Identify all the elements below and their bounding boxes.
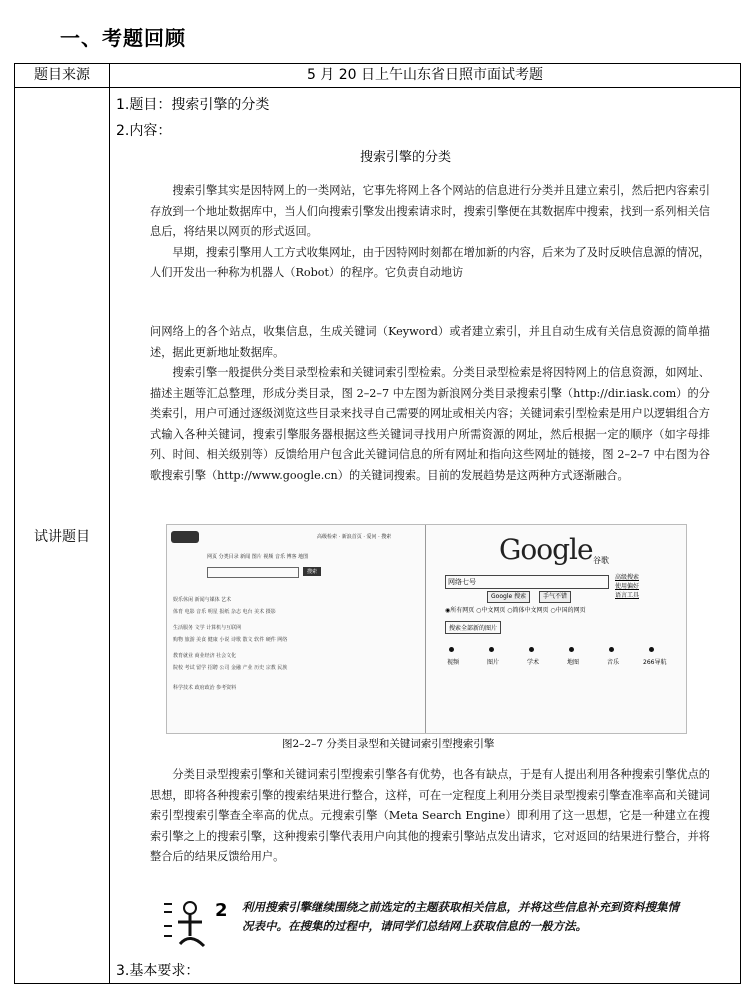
- dot-label: 音乐: [607, 659, 620, 666]
- dot-label: 图片: [487, 659, 500, 666]
- scan-text-3: [150, 765, 710, 868]
- dot-label: 266导航: [643, 659, 667, 666]
- requirements-line: 3.基本要求：: [116, 963, 200, 979]
- dot-label: 视频: [447, 659, 460, 666]
- dir-search-button: 搜索: [303, 567, 321, 576]
- dot-label: 学术: [527, 659, 540, 666]
- source-label: 题目来源: [15, 64, 110, 88]
- section-heading: 一、考题回顾: [60, 26, 186, 50]
- think-icon: [160, 896, 210, 952]
- dot-icon: [649, 647, 654, 652]
- scan-title: 搜索引擎的分类: [360, 150, 452, 165]
- dir-header: 高级检索 · 新浪首页 · 爱问 · 搜索: [317, 534, 392, 540]
- google-search-box: 网络七号: [445, 575, 609, 589]
- paragraph-3: 搜索引擎一般提供分类目录型检索和关键词索引型检索。分类目录型检索是将因特网上的信息资源，如网址、描述主题等汇总整理，形成分类目录，图 2–2–7 中左图为新浪网分类目录搜索引擎（http://dir.iask.com）的分类索引，用户可通过逐级浏览这些目录来找寻自己需要的网址或相关内容；关键词索引型检索是用户以逻辑组合方式输入各种关键词，搜索引擎服务器根据这些关键词寻找用户所需资源的网址，然后根据一定的顺序（如字母排列、时间、相关级别等）反馈给用户包含此关键词信息的所有网址和指向这些网址的链接，图 2–2–7 中右图为谷歌搜索引擎（http://www.google.cn）的关键词搜索。目前的发展趋势是这两种方式逐渐融合。: [150, 366, 710, 482]
- dot-label: 地图: [567, 659, 580, 666]
- scan-text-2: [150, 322, 710, 486]
- exam-table: [14, 63, 741, 984]
- body-label: 试讲题目: [15, 88, 110, 984]
- google-link: 语言工具: [615, 592, 640, 599]
- google-sub: 谷歌: [593, 556, 609, 565]
- google-links: [615, 573, 639, 600]
- dir-section: 教育就业 商业经济 社会文化: [173, 653, 237, 659]
- scan-text-1: [150, 181, 710, 284]
- dir-section: 生活服务 文学 计算机与互联网: [173, 625, 242, 631]
- content-line: 2.内容：: [116, 123, 172, 139]
- content-area: [110, 88, 740, 983]
- paragraph-2b: 问网络上的各个站点，收集信息，生成关键词（Keyword）或者建立索引，并且自动生成有关信息资源的简单描述，据此更新地址数据库。: [150, 325, 710, 359]
- google-search-button: Google 搜索: [487, 591, 530, 603]
- google-screenshot: [427, 525, 685, 733]
- directory-screenshot: [167, 525, 426, 733]
- dir-tabs: 网页 分类目录 新闻 图片 视频 音乐 博客 地图: [207, 554, 309, 560]
- google-banner: 搜索全部新的图片: [445, 621, 501, 634]
- dir-section: 购物 旅游 美食 健康 小说 诗歌 散文 软件 硬件 网络: [173, 637, 288, 643]
- dir-search-input: [207, 567, 299, 578]
- dot-icon: [449, 647, 454, 652]
- paragraph-2: 早期，搜索引擎用人工方式收集网址，由于因特网时刻都在增加新的内容，后来为了及时反映信息源的情况，人们开发出一种称为机器人（Robot）的程序。它负责自动地访: [150, 245, 710, 279]
- source-value: 5 月 20 日上午山东省日照市面试考题: [110, 64, 741, 88]
- body-row: [15, 88, 741, 984]
- think-number: 2: [215, 900, 228, 921]
- dir-section: 体育 电影 音乐 明星 报纸 杂志 电台 美术 摄影: [173, 609, 276, 615]
- sina-logo: [171, 531, 199, 543]
- figure-caption: 图2–2–7 分类目录型和关键词索引型搜索引擎: [282, 738, 495, 750]
- dir-section: 科学技术 政府政治 参考资料: [173, 685, 237, 691]
- search-engine-figure: [166, 524, 687, 734]
- google-link: 使用偏好: [615, 583, 640, 590]
- google-radio-options: ◉所有网页 ○中文网页 ○简体中文网页 ○中国的网页: [445, 607, 586, 614]
- think-text: 利用搜索引擎继续围绕之前选定的主题获取相关信息，并将这些信息补充到资料搜集情况表中。在搜集的过程中，请同学们总结网上获取信息的一般方法。: [242, 900, 679, 933]
- paragraph-1: 搜索引擎其实是因特网上的一类网站，它事先将网上各个网站的信息进行分类并且建立索引，然后把内容索引存放到一个地址数据库中，当人们向搜索引擎发出搜索请求时，搜索引擎便在其数据库中搜索，找到一系列相关信息后，将结果以网页的形式返回。: [150, 184, 710, 238]
- google-link: 高级搜索: [615, 574, 640, 581]
- body-cell: [110, 88, 741, 984]
- topic-line: 1.题目：搜索引擎的分类: [116, 97, 270, 113]
- dot-icon: [569, 647, 574, 652]
- paragraph-4: 分类目录型搜索引擎和关键词索引型搜索引擎各有优势，也各有缺点，于是有人提出利用各种搜索引擎优点的思想，即将各种搜索引擎的搜索结果进行整合，这样，可在一定程度上利用分类目录型搜索引擎查准率高和关键词索引型搜索引擎查全率高的优点。元搜索引擎（Meta Search Engine）即利用了这一思想，它是一种建立在搜索引擎之上的搜索引擎，这种搜索引擎代表用户向其他的搜索引擎站点发出请求，它对返回的结果进行整合，并将整合后的结果反馈给用户。: [150, 768, 710, 863]
- google-logo: Google: [499, 533, 593, 566]
- dot-icon: [489, 647, 494, 652]
- dir-section: 院校 考试 留学 招聘 公司 金融 产业 历史 宗教 民族: [173, 665, 288, 671]
- dot-icon: [529, 647, 534, 652]
- source-row: [15, 64, 741, 88]
- think-box: [160, 896, 680, 956]
- dot-icon: [609, 647, 614, 652]
- dir-section: 娱乐休闲 新闻与媒体 艺术: [173, 597, 232, 603]
- google-lucky-button: 手气不错: [539, 591, 571, 603]
